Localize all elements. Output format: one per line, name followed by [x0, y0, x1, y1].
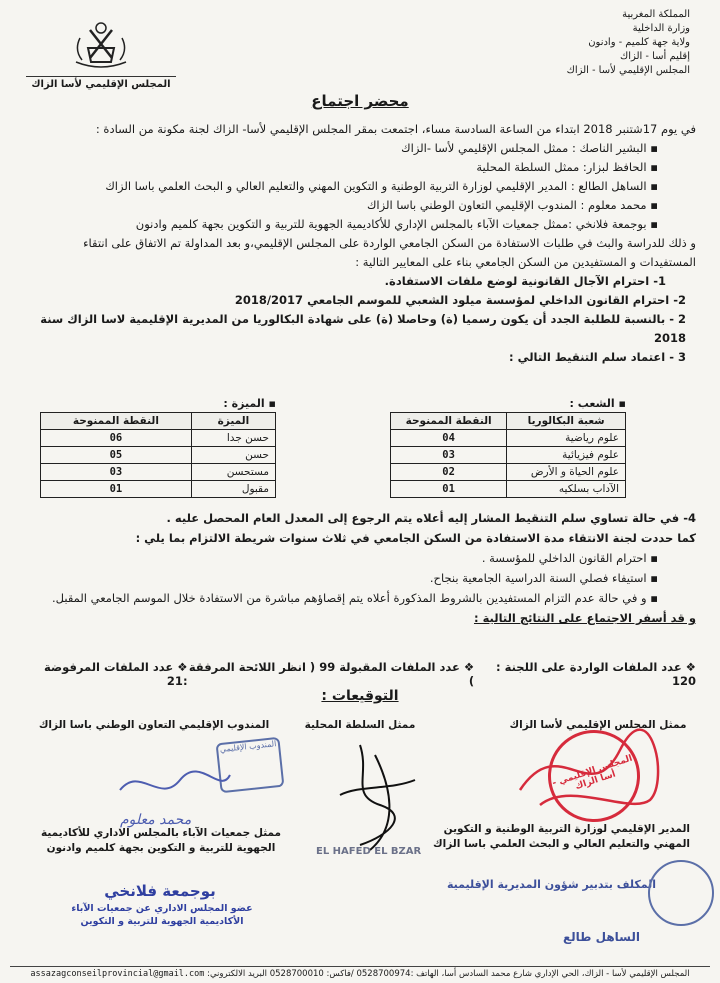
table-header: الميزة [191, 413, 275, 430]
table-cell: حسن [191, 447, 275, 464]
table-cell: 03 [41, 464, 192, 481]
signature-label: المندوب الإقليمي التعاون الوطني باسا الزاك [38, 719, 270, 731]
table-cell: 01 [41, 481, 192, 498]
table-header: النقطة الممنوحة [41, 413, 192, 430]
conditions-section [24, 508, 696, 628]
table-row [391, 430, 626, 447]
mention-caption: ▪ الميزة : [223, 397, 276, 410]
branch-caption: ▪ الشعب : [569, 397, 626, 410]
mention-table [40, 412, 276, 498]
footer-address: المجلس الإقليمي لأسا - الزاك، الحي الإداري شارع محمد السادس أسا، الهاتف :0528700974 /فاكس: 0528700010 البريد الالكتروني: [207, 969, 690, 979]
rule-4: 4- في حالة تساوي سلم التنقيط المشار إليه أعلاه يتم الرجوع إلى المعدل العام المحصل عليه . [166, 511, 696, 525]
results-intro: و قد أسفر الاجتماع على النتائج التالية : [473, 611, 696, 625]
member-item: ▪ محمد معلوم : المندوب الإقليمي التعاون الوطني باسا الزاك [24, 196, 658, 215]
signature-label: المدير الإقليمي لوزارة التربية الوطنية و التكوين المهني والتعليم العالي و البحث العلمي باسا الزاك [433, 823, 690, 850]
footer-email[interactable]: assazagconseilprovincial@gmail.com [30, 969, 205, 979]
criterion-item: 2 - بالنسبة للطلبة الجدد أن يكون رسميا (ة) وحاصلا (ة) على شهادة البكالوريا من المديرية الإقليمية لاسا الزاك سنة 2018 [40, 312, 686, 345]
results-stats [24, 660, 696, 688]
signature-label: ممثل جمعيات الآباء بالمجلس الاداري للأكاديمية الجهوية للتربية و التكوين بجهة كلميم وادنون [40, 827, 282, 854]
condition-item: ▪ و في حالة عدم التزام المستفيدين بالشروط المذكورة أعلاه يتم إقصاؤهم مباشرة من الاستفادة خلال الموسم الجامعي المقبل. [24, 588, 658, 608]
table-cell: حسن جدا [191, 430, 275, 447]
province-line: إقليم أسا - الزاك [619, 51, 690, 62]
education-round-stamp-icon [648, 860, 714, 926]
signature-mutual-aid [34, 718, 274, 733]
parents-role-stamp: عضو المجلس الاداري عن جمعيات الآباء الأكاديمية الجهوية للتربية و التكوين [71, 903, 253, 927]
page-title: محضر اجتماع [311, 92, 409, 110]
table-cell: 06 [41, 430, 192, 447]
parents-name-stamp: بوجمعة فلانخي [104, 882, 216, 900]
branch-table [390, 412, 626, 498]
table-row [391, 464, 626, 481]
purpose-paragraph: و ذلك للدراسة والبث في طلبات الاستفادة من السكن الجامعي الواردة على المجلس الإقليمي،و بعد المداولة تم الاتفاق على انتقاء المستفيدات و المستفيدين من السكن الجامعي بناء على المعايير التالية : [83, 236, 696, 269]
table-cell: علوم الحياة و الأرض [507, 464, 626, 481]
rejected-count: ❖ عدد الملفات المرفوضة :21 [44, 660, 188, 688]
authority-signature-scribble-icon [320, 735, 430, 855]
authority-name-stamp: EL HAFED EL BZAR [316, 846, 422, 857]
mutual-aid-signature-scribble-icon [110, 760, 240, 810]
duration-paragraph: كما حددت لجنة الانتقاء مدة الاستفادة من السكن الجامعي في ثلاث سنوات شريطة الالتزام بما يلي : [135, 531, 696, 545]
left-council-name: المجلس الإقليمي لأسا الزاك [26, 76, 176, 90]
signature-parents [36, 826, 286, 856]
council-signature-scribble-icon [500, 720, 690, 820]
letterhead-right [567, 8, 690, 78]
signature-label: ممثل المجلس الإقليمي لأسا الزاك [509, 719, 687, 731]
table-cell: 02 [391, 464, 507, 481]
letterhead-left [26, 18, 176, 90]
table-cell: الآداب بسلكيه [507, 481, 626, 498]
table-row [41, 464, 276, 481]
table-cell: علوم فيزيائية [507, 447, 626, 464]
accepted-count: ❖ عدد الملفات المقبولة 99 ( انظر اللائحة المرفقة ) [188, 660, 475, 688]
table-cell: 04 [391, 430, 507, 447]
council-emblem-icon [66, 18, 136, 70]
mutual-aid-handwriting: محمد معلوم [120, 812, 192, 828]
condition-item: ▪ استيفاء فصلي السنة الدراسية الجامعية بنجاح. [24, 568, 658, 588]
signature-label: ممثل السلطة المحلية [304, 719, 416, 731]
table-cell: 01 [391, 481, 507, 498]
criterion-item: 2- احترام القانون الداخلي لمؤسسة ميلود الشعبي للموسم الجامعي 2018/2017 [234, 293, 686, 307]
education-name-stamp: الساهل طالع [562, 930, 640, 944]
document-body [24, 120, 696, 367]
table-row [391, 481, 626, 498]
table-cell: علوم رياضية [507, 430, 626, 447]
stamp-text: المندوب الإقليمي [219, 739, 277, 755]
education-role-stamp: المكلف بتدبير شؤون المديرية الإقليمية [446, 878, 656, 891]
table-row [41, 481, 276, 498]
table-cell: مستحسن [191, 464, 275, 481]
table-header: شعبة البكالوريا [507, 413, 626, 430]
table-cell: 03 [391, 447, 507, 464]
table-row [41, 447, 276, 464]
branch-table-block [390, 397, 626, 498]
table-row [391, 447, 626, 464]
table-cell: 05 [41, 447, 192, 464]
ministry-line: وزارة الداخلية [632, 23, 690, 34]
received-count: ❖ عدد الملفات الواردة على اللجنة : 120 [496, 660, 696, 688]
criterion-item: 3 - اعتماد سلم التنقيط التالي : [508, 350, 686, 364]
member-item: ▪ الحافظ لبزار: ممثل السلطة المحلية [24, 158, 658, 177]
table-cell: مقبول [191, 481, 275, 498]
mention-table-block [40, 397, 276, 498]
table-row [41, 430, 276, 447]
region-line: ولاية جهة كلميم - وادنون [588, 37, 690, 48]
intro-paragraph: في يوم 17شتنبر 2018 ابتداء من الساعة السادسة مساء، اجتمعت بمقر المجلس الإقليمي لأسا- الزاك لجنة مكونة من السادة : [95, 122, 696, 136]
council-stamp-text: المجلس الإقليمي - أسا الزاك [551, 753, 634, 792]
signature-education [430, 822, 690, 852]
table-header: النقطة الممنوحة [391, 413, 507, 430]
signatures-title: التوقيعات : [321, 688, 399, 704]
kingdom-line: المملكة المغربية [622, 9, 690, 20]
member-item: ▪ البشير الناصك : ممثل المجلس الإقليمي لأسا -الزاك [24, 139, 658, 158]
council-line: المجلس الإقليمي لأسا - الزاك [566, 65, 690, 76]
signature-authority [290, 718, 430, 733]
criterion-item: 1- احترام الآجال القانونية لوضع ملفات الاستفادة. [384, 274, 666, 288]
page-footer [10, 966, 710, 979]
member-item: ▪ بوجمعة فلانخي :ممثل جمعيات الآباء بالمجلس الإداري للأكاديمية الجهوية للتربية و التكوين بجهة كلميم وادنون [24, 215, 658, 234]
member-item: ▪ الساهل الطالع : المدير الإقليمي لوزارة التربية الوطنية و التكوين المهني والتعليم العالي و البحث العلمي باسا الزاك [24, 177, 658, 196]
condition-item: ▪ احترام القانون الداخلي للمؤسسة . [24, 548, 658, 568]
